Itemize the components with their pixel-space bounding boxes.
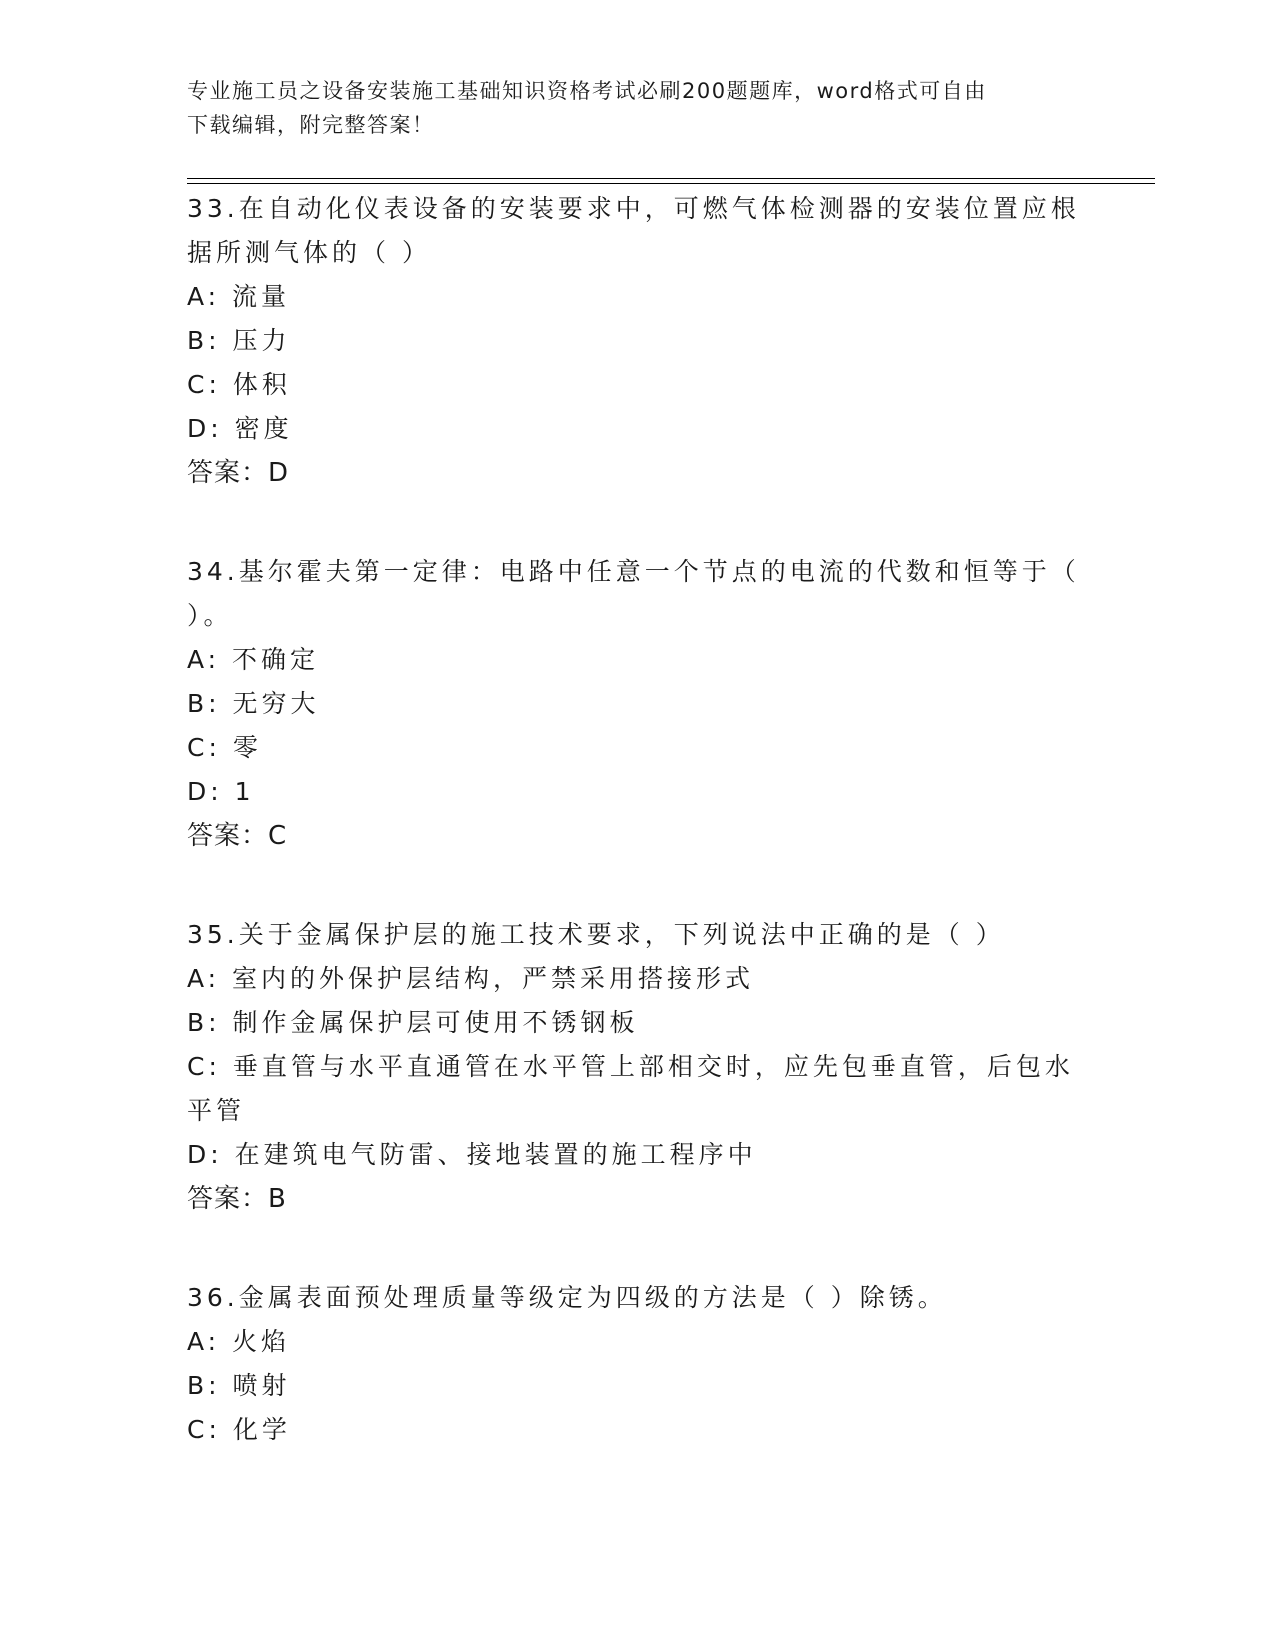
answer-value: C: [268, 821, 288, 851]
option-a: A: 流量: [187, 282, 291, 311]
option-b: B: 压力: [187, 326, 291, 355]
header-line-2: 下载编辑，附完整答案！: [187, 113, 435, 137]
question-stem-line-1: 33.在自动化仪表设备的安装要求中，可燃气体检测器的安装位置应根: [187, 194, 1080, 223]
question-stem-line-2: 据所测气体的（ ）: [187, 238, 431, 267]
option-c-line-2: 平管: [187, 1096, 246, 1125]
option-d: D: 1: [187, 777, 255, 806]
option-a: A: 室内的外保护层结构，严禁采用搭接形式: [187, 964, 755, 993]
answer-line: [187, 451, 1087, 495]
option-b: B: 制作金属保护层可使用不锈钢板: [187, 1008, 639, 1037]
option-a: A: 火焰: [187, 1327, 291, 1356]
header-divider-bottom: [187, 183, 1155, 184]
answer-line: [187, 1177, 1087, 1221]
option-d: D: 在建筑电气防雷、接地装置的施工程序中: [187, 1140, 757, 1169]
answer-label: 答案：: [187, 458, 269, 488]
question-stem-line-2: ）。: [187, 601, 233, 630]
document-header: [187, 74, 1087, 142]
question-34: [187, 550, 1087, 858]
question-33: [187, 187, 1087, 495]
question-stem-line-1: 34.基尔霍夫第一定律：电路中任意一个节点的电流的代数和恒等于（: [187, 557, 1080, 586]
option-b: B: 无穷大: [187, 689, 320, 718]
option-c: C: 零: [187, 733, 262, 762]
question-stem-line-1: 36.金属表面预处理质量等级定为四级的方法是（ ）除锈。: [187, 1283, 947, 1312]
option-c: C: 化学: [187, 1415, 291, 1444]
question-stem-line-1: 35.关于金属保护层的施工技术要求，下列说法中正确的是（ ）: [187, 920, 1005, 949]
answer-value: D: [268, 458, 290, 488]
question-36: [187, 1276, 1087, 1452]
header-divider-top: [187, 178, 1155, 179]
option-c: C: 体积: [187, 370, 291, 399]
question-35: [187, 913, 1087, 1221]
option-d: D: 密度: [187, 414, 293, 443]
header-line-1: 专业施工员之设备安装施工基础知识资格考试必刷200题题库，word格式可自由: [187, 79, 987, 103]
answer-label: 答案：: [187, 821, 269, 851]
answer-line: [187, 814, 1087, 858]
option-c: C: 垂直管与水平直通管在水平管上部相交时，应先包垂直管，后包水: [187, 1052, 1074, 1081]
answer-label: 答案：: [187, 1184, 269, 1214]
answer-value: B: [268, 1184, 287, 1214]
option-b: B: 喷射: [187, 1371, 291, 1400]
option-a: A: 不确定: [187, 645, 320, 674]
